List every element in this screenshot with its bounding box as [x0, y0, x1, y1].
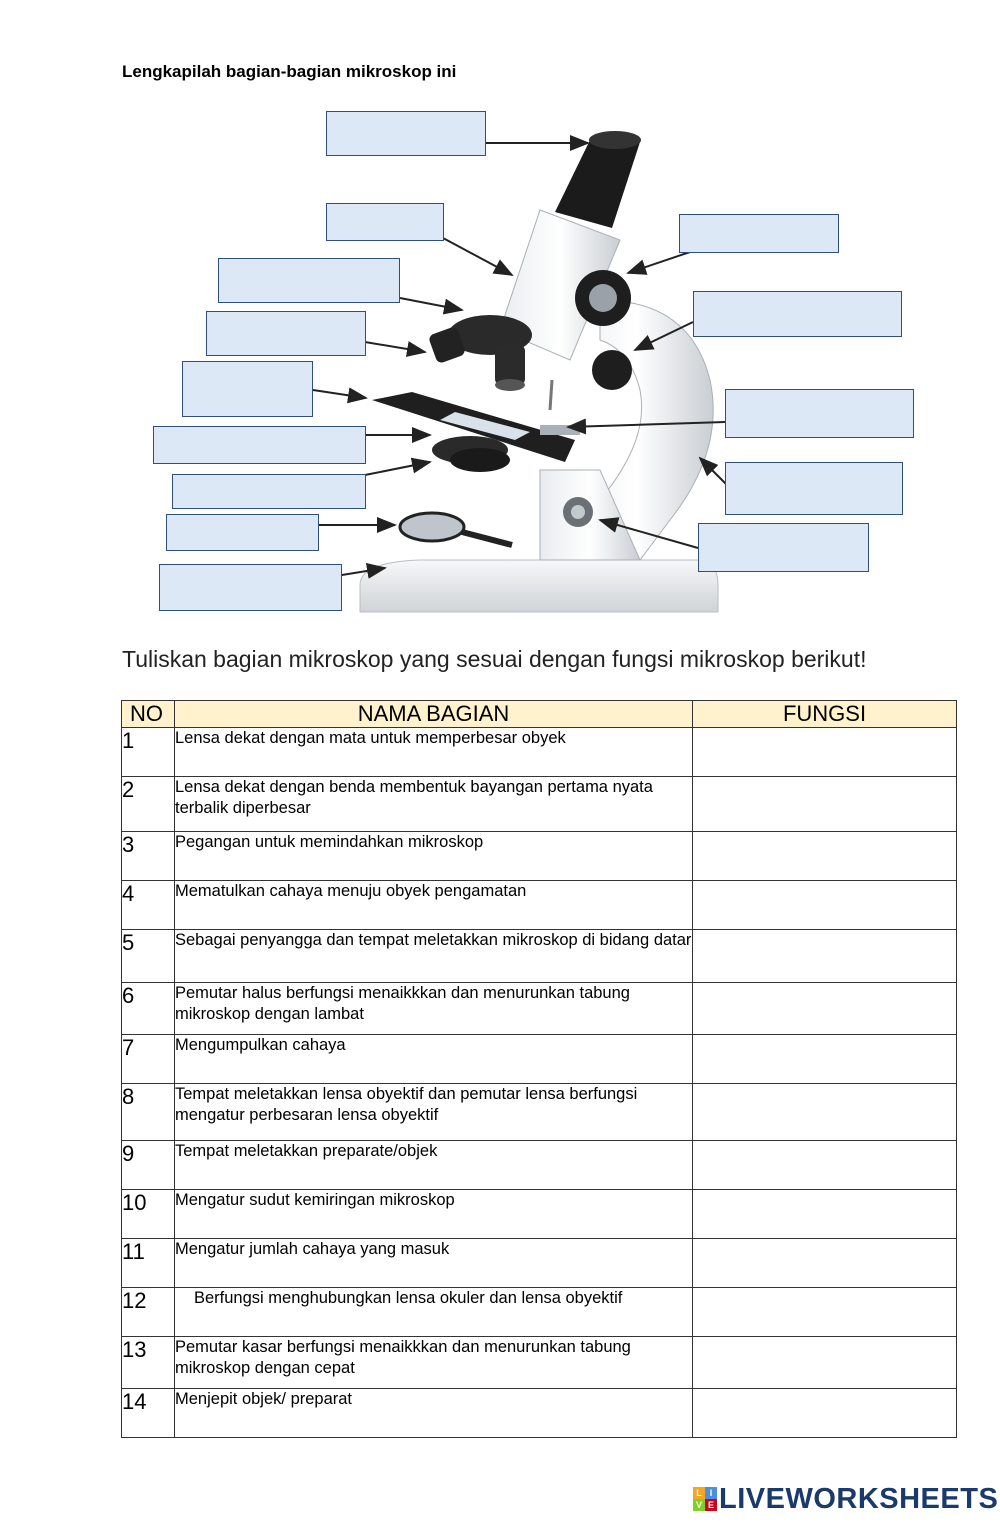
table-row — [122, 881, 957, 930]
label-box-10[interactable] — [679, 214, 839, 253]
row-answer-cell[interactable] — [693, 1389, 957, 1438]
table-row — [122, 1084, 957, 1141]
label-box-11[interactable] — [693, 291, 902, 337]
row-answer-cell[interactable] — [693, 777, 957, 832]
label-box-14[interactable] — [698, 523, 869, 572]
microscope-base — [360, 560, 718, 612]
row-answer-cell[interactable] — [693, 832, 957, 881]
logo-mark-icon — [693, 1487, 717, 1511]
label-box-7[interactable] — [172, 474, 366, 509]
row-answer-cell[interactable] — [693, 1035, 957, 1084]
row-answer-cell[interactable] — [693, 1288, 957, 1337]
row-number: 3 — [122, 832, 175, 881]
label-box-4[interactable] — [206, 311, 366, 356]
logo-mark-letter: V — [693, 1499, 705, 1511]
label-box-13[interactable] — [725, 462, 903, 515]
fine-focus-knob — [592, 350, 632, 390]
label-box-9[interactable] — [159, 564, 342, 611]
inclination-joint — [563, 497, 593, 527]
row-description: Berfungsi menghubungkan lensa okuler dan lensa obyektif — [175, 1288, 693, 1337]
table-row — [122, 832, 957, 881]
page-title: Lengkapilah bagian-bagian mikroskop ini — [122, 62, 457, 81]
row-description: Sebagai penyangga dan tempat meletakkan mikroskop di bidang datar — [175, 930, 693, 983]
row-answer-cell[interactable] — [693, 983, 957, 1035]
row-answer-cell[interactable] — [693, 1084, 957, 1141]
row-description: Lensa dekat dengan mata untuk memperbesar obyek — [175, 728, 693, 777]
row-description: Pemutar halus berfungsi menaikkkan dan menurunkan tabung mikroskop dengan lambat — [175, 983, 693, 1035]
header-name: NAMA BAGIAN — [175, 701, 693, 728]
header-fn: FUNGSI — [693, 701, 957, 728]
coarse-focus-knob — [575, 270, 631, 326]
row-number: 9 — [122, 1141, 175, 1190]
section-subtitle: Tuliskan bagian mikroskop yang sesuai dengan fungsi mikroskop berikut! — [122, 646, 867, 672]
table-row — [122, 728, 957, 777]
row-description: Mematulkan cahaya menuju obyek pengamatan — [175, 881, 693, 930]
row-description: Lensa dekat dengan benda membentuk bayangan pertama nyata terbalik diperbesar — [175, 777, 693, 832]
row-number: 8 — [122, 1084, 175, 1141]
label-box-2[interactable] — [326, 203, 444, 241]
row-answer-cell[interactable] — [693, 881, 957, 930]
eyepiece — [555, 131, 641, 228]
parts-table — [121, 700, 957, 1438]
table-row — [122, 1035, 957, 1084]
table-row — [122, 777, 957, 832]
row-description: Mengatur sudut kemiringan mikroskop — [175, 1190, 693, 1239]
row-number: 1 — [122, 728, 175, 777]
row-number: 4 — [122, 881, 175, 930]
table-row — [122, 930, 957, 983]
liveworksheets-logo — [693, 1483, 998, 1515]
table-row — [122, 1239, 957, 1288]
table-header-row — [122, 701, 957, 728]
row-number: 5 — [122, 930, 175, 983]
row-number: 6 — [122, 983, 175, 1035]
condenser — [432, 436, 510, 472]
row-answer-cell[interactable] — [693, 1239, 957, 1288]
label-box-6[interactable] — [153, 426, 366, 464]
row-number: 7 — [122, 1035, 175, 1084]
logo-text: LIVEWORKSHEETS — [719, 1482, 999, 1515]
row-number: 14 — [122, 1389, 175, 1438]
row-answer-cell[interactable] — [693, 1337, 957, 1389]
row-number: 13 — [122, 1337, 175, 1389]
table-row — [122, 1389, 957, 1438]
row-answer-cell[interactable] — [693, 1190, 957, 1239]
row-description: Tempat meletakkan preparate/objek — [175, 1141, 693, 1190]
logo-mark-letter: I — [705, 1487, 717, 1499]
row-number: 11 — [122, 1239, 175, 1288]
table-row — [122, 983, 957, 1035]
table-row — [122, 1337, 957, 1389]
row-description: Pemutar kasar berfungsi menaikkkan dan menurunkan tabung mikroskop dengan cepat — [175, 1337, 693, 1389]
logo-mark-letter: E — [705, 1499, 717, 1511]
row-description: Mengumpulkan cahaya — [175, 1035, 693, 1084]
row-description: Tempat meletakkan lensa obyektif dan pemutar lensa berfungsi mengatur perbesaran lensa obyektif — [175, 1084, 693, 1141]
row-description: Menjepit objek/ preparat — [175, 1389, 693, 1438]
table-row — [122, 1141, 957, 1190]
header-no: NO — [122, 701, 175, 728]
label-box-3[interactable] — [218, 258, 400, 303]
table-row — [122, 1288, 957, 1337]
row-number: 10 — [122, 1190, 175, 1239]
row-number: 2 — [122, 777, 175, 832]
row-number: 12 — [122, 1288, 175, 1337]
row-answer-cell[interactable] — [693, 1141, 957, 1190]
logo-mark-letter: L — [693, 1487, 705, 1499]
table-row — [122, 1190, 957, 1239]
label-box-1[interactable] — [326, 111, 486, 156]
row-description: Mengatur jumlah cahaya yang masuk — [175, 1239, 693, 1288]
row-answer-cell[interactable] — [693, 728, 957, 777]
row-description: Pegangan untuk memindahkan mikroskop — [175, 832, 693, 881]
label-box-12[interactable] — [725, 389, 914, 438]
stage-clip — [550, 380, 552, 410]
mirror — [400, 513, 512, 545]
label-box-5[interactable] — [182, 361, 313, 417]
row-answer-cell[interactable] — [693, 930, 957, 983]
label-box-8[interactable] — [166, 514, 319, 551]
